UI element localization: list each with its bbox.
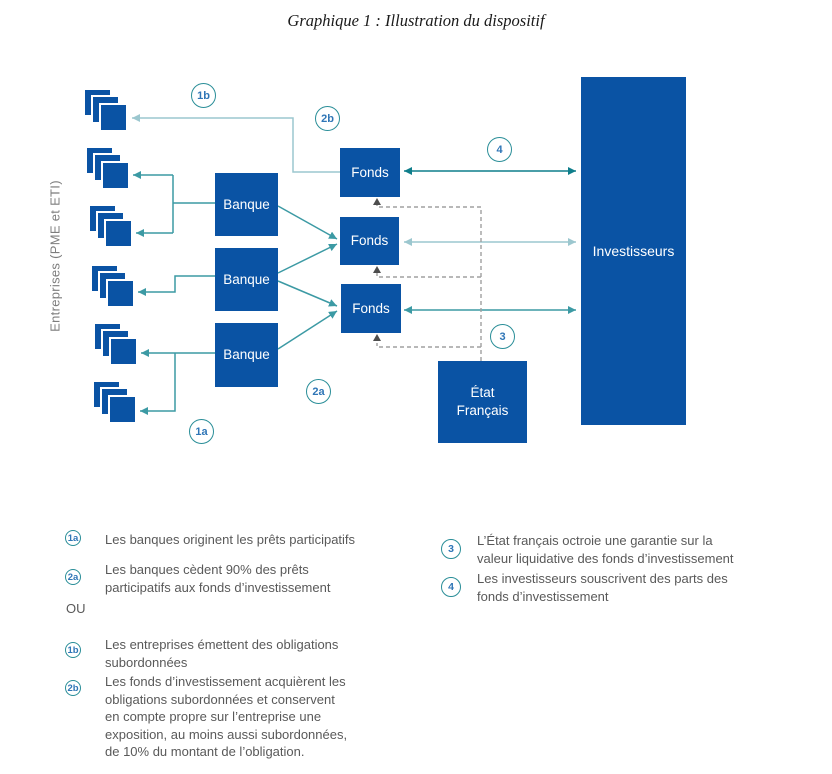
investisseurs-label: Investisseurs <box>592 243 675 259</box>
banque-label: Banque <box>223 196 270 212</box>
investisseurs-box <box>581 77 686 425</box>
dashed-arrowhead-fonds3 <box>373 334 381 341</box>
legend-or-label: OU <box>66 601 86 616</box>
fonds-box-1 <box>340 148 400 197</box>
etat-label-line1: État <box>470 385 495 400</box>
arrow-banque2-fonds2 <box>278 244 337 273</box>
arrow-banque3-cluster6 <box>140 353 175 411</box>
fonds-label: Fonds <box>352 300 390 316</box>
company-square-icon <box>109 337 138 366</box>
legend-badge-2a: 2a <box>65 569 81 585</box>
company-square-icon <box>104 219 133 248</box>
legend-badge-2b: 2b <box>65 680 81 696</box>
dashed-garantie-fonds3 <box>377 343 481 347</box>
etat-francais-box <box>438 361 527 443</box>
banque-box-2 <box>215 248 278 311</box>
legend-item-2b <box>105 673 347 761</box>
legend-item-2a <box>105 561 330 596</box>
badge-2a: 2a <box>306 379 331 404</box>
badge-4: 4 <box>487 137 512 162</box>
legend-line: participatifs aux fonds d’investissement <box>105 579 331 595</box>
entreprises-axis-label: Entreprises (PME et ETI) <box>47 180 63 332</box>
badge-3: 3 <box>490 324 515 349</box>
fonds-label: Fonds <box>350 233 389 248</box>
dashed-garantie-fonds2 <box>377 273 481 277</box>
companies-cluster-3-icon <box>88 204 134 249</box>
legend-line: valeur liquidative des fonds d’investissement <box>477 550 734 566</box>
etat-label-line2: Français <box>456 403 509 418</box>
legend-line: Les banques originent les prêts participatifs <box>105 532 356 547</box>
legend-line: Les investisseurs souscrivent des parts des <box>477 571 728 586</box>
legend-line: Les entreprises émettent des obligations <box>105 637 339 652</box>
legend-badge-1b: 1b <box>65 642 81 658</box>
legend-line: Les fonds d’investissement acquièrent les <box>105 674 346 689</box>
banque-label: Banque <box>223 347 270 362</box>
legend-item-4 <box>477 570 728 605</box>
company-square-icon <box>108 395 137 424</box>
banque-box-3 <box>215 323 278 387</box>
badge-2b: 2b <box>315 106 340 131</box>
line-banque1-split <box>173 175 215 233</box>
legend-item-3 <box>477 532 734 567</box>
legend-line: exposition, au moins aussi subordonnées, <box>105 726 348 742</box>
legend-item-1a <box>105 531 355 549</box>
legend-line: L’État français octroie une garantie sur la <box>477 533 713 548</box>
fonds-box-3 <box>341 284 401 333</box>
badge-1b: 1b <box>191 83 216 108</box>
arrow-banque2-fonds3 <box>278 281 337 306</box>
companies-cluster-6-icon <box>92 380 138 425</box>
companies-cluster-5-icon <box>93 322 139 367</box>
legend-badge-4: 4 <box>441 577 461 597</box>
arrow-banque2-cluster4 <box>138 276 215 292</box>
legend-line: Les banques cèdent 90% des prêts <box>105 562 309 577</box>
companies-cluster-2-icon <box>85 146 131 191</box>
companies-cluster-1-icon <box>83 88 129 133</box>
legend-line: de 10% du montant de l’obligation. <box>105 744 305 759</box>
dashed-arrowhead-fonds1 <box>373 198 381 205</box>
legend-item-1b <box>105 636 338 671</box>
legend-line: en compte propre sur l’entreprise une <box>105 709 322 724</box>
company-square-icon <box>101 161 130 190</box>
banque-box-1 <box>215 173 278 236</box>
dashed-arrowhead-fonds2 <box>373 266 381 273</box>
legend-badge-3: 3 <box>441 539 461 559</box>
fonds-label: Fonds <box>351 164 389 180</box>
legend-line: obligations subordonnées et conservent <box>105 691 335 707</box>
company-square-icon <box>106 279 135 308</box>
legend-badge-1a: 1a <box>65 530 81 546</box>
company-square-icon <box>99 103 128 132</box>
arrow-banque1-fonds2 <box>278 206 337 239</box>
badge-1a: 1a <box>189 419 214 444</box>
banque-label: Banque <box>223 271 270 287</box>
arrow-banque3-fonds3 <box>278 311 337 349</box>
figure-title: Graphique 1 : Illustration du dispositif <box>287 11 545 30</box>
arrow-obligations-1b <box>132 118 340 172</box>
legend-line: subordonnées <box>105 654 188 670</box>
companies-cluster-4-icon <box>90 264 136 309</box>
fonds-box-2 <box>340 217 399 265</box>
legend-line: fonds d’investissement <box>477 588 609 604</box>
